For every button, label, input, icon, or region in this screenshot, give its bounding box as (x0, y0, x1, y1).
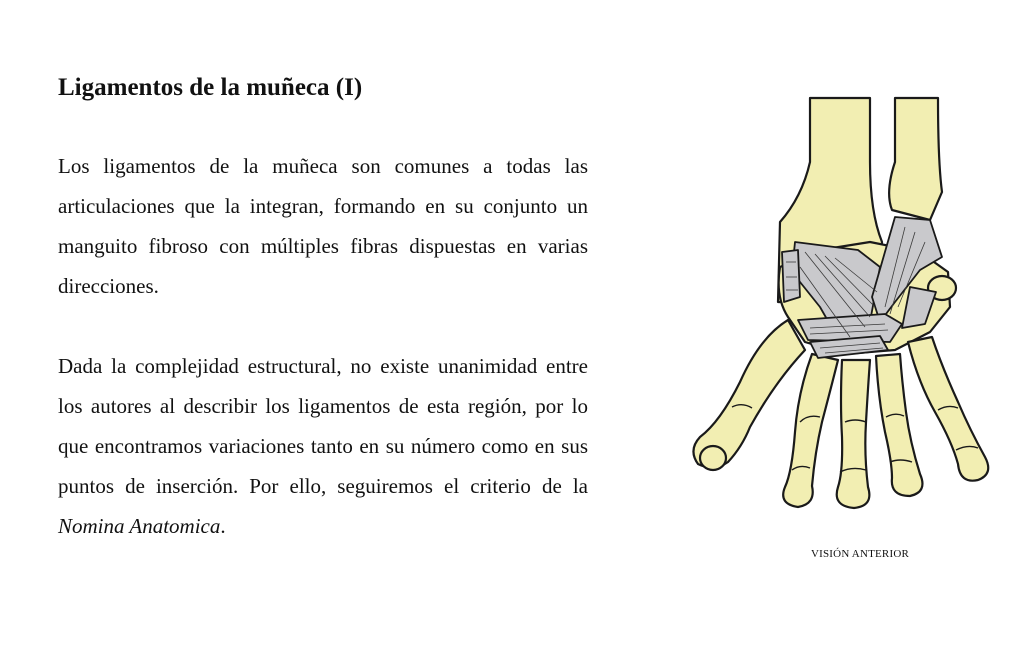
paragraph-intro: Los ligamentos de la muñeca son comunes a todas las articulaciones que la integran, formando en su conjunto un manguito fibroso con múltiples fibras dispuestas en varias direcciones. (58, 154, 588, 298)
index-finger (783, 354, 838, 507)
page-title: Ligamentos de la muñeca (I) (58, 74, 363, 101)
little-finger (908, 337, 988, 481)
ulna-bone (889, 98, 942, 220)
wrist-ligaments-illustration (680, 92, 1010, 562)
nomina-anatomica-emphasis: Nomina Anatomica (58, 514, 221, 538)
paragraph-complexity-end: . (220, 514, 226, 538)
figure-caption: VISIÓN ANTERIOR (810, 548, 910, 560)
paragraph-complexity (58, 346, 588, 546)
ring-finger (876, 354, 922, 496)
radial-collateral-ligament (782, 250, 800, 302)
thumb-tip (700, 446, 726, 470)
middle-finger (837, 360, 870, 508)
paragraph-complexity-text: Dada la complejidad estructural, no existe unanimidad entre los autores al describir los ligamentos de esta región, por lo que encontramos variaciones tanto en su número como en sus puntos de inserción. Por ello, seguiremos el criterio de la (58, 354, 588, 498)
text-column (58, 70, 588, 546)
